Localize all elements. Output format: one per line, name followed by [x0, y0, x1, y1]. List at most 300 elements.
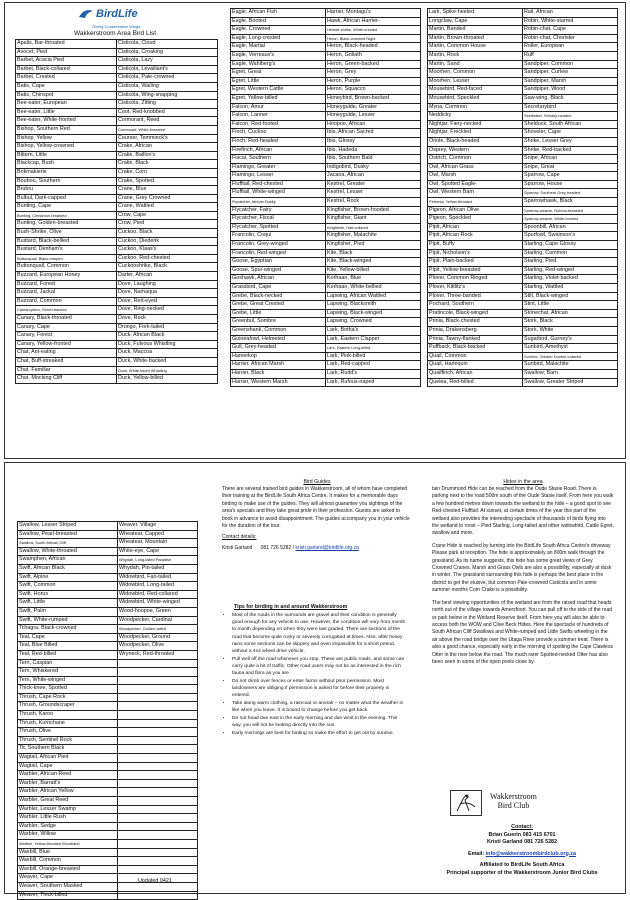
bird-cell: [118, 745, 198, 754]
bird-cell: Lark, Eastern Clapper: [326, 335, 421, 344]
bird-cell: Crane, Wattled: [117, 203, 218, 212]
bird-cell: Duck, Fulvous Whistling: [117, 340, 218, 349]
bird-cell: Korhaan, Blue: [326, 275, 421, 284]
bird-cell: Hoopoe, African: [326, 120, 421, 129]
bird-table-a-body: [16, 40, 218, 384]
bird-cell: Grebe, Little: [231, 309, 326, 318]
bird-row: [231, 258, 421, 267]
bird-cell: Crake, Spotted: [117, 177, 218, 186]
bird-cell: Sparrow-weaver, White-browed: [523, 215, 618, 224]
bird-row: [16, 108, 218, 117]
bird-row: [231, 9, 421, 18]
bird-cell: Lapwing, African Wattled: [326, 292, 421, 301]
bird-row: [231, 189, 421, 198]
bird-cell: Wheatear, Mountain: [118, 539, 198, 548]
bird-cell: Crake, Baillon's: [117, 151, 218, 160]
bird-row: [428, 94, 618, 103]
bird-cell: Indigobird, Dusky: [326, 163, 421, 172]
bird-row: [231, 69, 421, 78]
bird-row: [16, 143, 218, 152]
guides-body: There are several trained bird guides in Wakkerstroom, all of whom have completed their training at the BirdLife South Africa Centre. It makes for a memorable days birding to make use of the guides. They will almost guarantee you sightings of the area's specials and they take great pride in their profession. Guests are asked to book in advance to avoid disappointment. The guides accompany you in your vehicle for the duration of the tour.: [222, 486, 410, 530]
bird-row: [16, 220, 218, 229]
bird-cell: Lapwing, Black-winged: [326, 309, 421, 318]
bird-cell: [118, 814, 198, 823]
bird-row: [231, 232, 421, 241]
bird-cell: Egret, Western Cattle: [231, 86, 326, 95]
club-name: [490, 792, 537, 810]
bird-cell: Thrush, Cape Rock: [18, 693, 118, 702]
bird-cell: Thrush, Karoo: [18, 711, 118, 720]
bird-row: [231, 223, 421, 232]
bird-row: [231, 352, 421, 361]
bird-row: [18, 736, 198, 745]
bird-cell: Ibis, Southern Bald: [326, 155, 421, 164]
bird-row: [16, 272, 218, 281]
bird-cell: Martin, Common House: [428, 43, 523, 52]
bird-cell: Whydah, Pin-tailed: [118, 564, 198, 573]
bird-cell: Swift, Little: [18, 599, 118, 608]
bird-row: [18, 607, 198, 616]
bird-row: [18, 711, 198, 720]
bird-cell: Sunbird, Malachite: [523, 361, 618, 370]
bird-cell: Flycatcher, Fiscal: [231, 215, 326, 224]
bird-cell: Buzzard, Forest: [16, 280, 117, 289]
bird-cell: Quelea, Red-billed: [428, 378, 523, 387]
bird-row: [231, 318, 421, 327]
bird-cell: Sparrow, Southern Grey-headed: [523, 189, 618, 198]
bird-cell: White-eye, Cape: [118, 547, 198, 556]
bird-cell: Sunbird, Amethyst: [523, 344, 618, 353]
bird-cell: Cisticola, Cloud: [117, 40, 218, 49]
bird-cell: Ostrich, Common: [428, 155, 523, 164]
tip-item: • Take along warm clothing, a raincoat or anorak – no matter what the weather is like when you leave. It is bound to change before you get back.: [232, 700, 407, 714]
bird-cell: Spoonbill, African: [523, 223, 618, 232]
bird-cell: Sandpiper, Curlew: [523, 69, 618, 78]
bird-row: [18, 857, 198, 866]
bird-cell: Heron, Grey: [326, 69, 421, 78]
club-email-label: Email:: [467, 850, 485, 857]
bird-row: [231, 112, 421, 121]
bird-cell: Cisticola, Zitting: [117, 100, 218, 109]
bird-cell: Heron, Green-backed: [326, 60, 421, 69]
bird-row: [231, 163, 421, 172]
bird-cell: Swallow, White-throated: [18, 547, 118, 556]
bird-cell: Myna, Common: [428, 103, 523, 112]
club-affiliated: Affiliated to BirdLife South Africa: [479, 862, 565, 868]
bird-cell: Lapwing, Blacksmith: [326, 301, 421, 310]
bird-row: [18, 745, 198, 754]
bird-row: [231, 292, 421, 301]
guides-contact-phone: 081 726 5282 /: [260, 544, 295, 551]
bird-table-c-body: [428, 9, 618, 387]
bird-cell: [118, 719, 198, 728]
bird-row: [428, 60, 618, 69]
bird-row: [428, 378, 618, 387]
bird-cell: Coot, Red-knobbed: [117, 108, 218, 117]
bird-cell: Tern, Caspian: [18, 659, 118, 668]
bird-row: [231, 369, 421, 378]
bird-row: [428, 335, 618, 344]
bird-row: [231, 275, 421, 284]
bird-cell: Eagle, Booted: [231, 17, 326, 26]
bird-cell: Duck, White-backed: [117, 357, 218, 366]
bird-row: [16, 125, 218, 134]
bird-row: [231, 86, 421, 95]
bird-cell: Harrier, Western Marsh: [231, 378, 326, 387]
bird-cell: Teal, Cape: [18, 633, 118, 642]
bird-cell: Kestrel, Greater: [326, 180, 421, 189]
bird-cell: Warbler, Willow: [18, 831, 118, 840]
bird-cell: Buzzard, European Honey: [16, 272, 117, 281]
bird-row: [428, 318, 618, 327]
bird-cell: Kestrel, Lesser: [326, 189, 421, 198]
bird-cell: Brubru: [16, 186, 117, 195]
bird-row: [231, 77, 421, 86]
bird-cell: Longclaw, Cape: [428, 17, 523, 26]
bird-cell: Bulbul, Dark-capped: [16, 194, 117, 203]
bird-row: [231, 103, 421, 112]
bird-row: [18, 556, 198, 565]
bird-cell: [118, 771, 198, 780]
crane-icon: [451, 791, 481, 815]
bird-row: [231, 335, 421, 344]
bird-cell: Pigeon, Speckled: [428, 215, 523, 224]
bird-cell: Bokmakierie: [16, 168, 117, 177]
bird-cell: Pipit, Yellow-breasted: [428, 266, 523, 275]
bird-cell: Sugarbird, Gurney's: [523, 335, 618, 344]
bird-cell: Heron, Black-headed: [326, 43, 421, 52]
bird-cell: Waxbill, Common: [18, 857, 118, 866]
bird-cell: [118, 711, 198, 720]
bird-row: [231, 301, 421, 310]
bird-row: [428, 258, 618, 267]
bird-cell: [118, 891, 198, 900]
bird-row: [18, 848, 198, 857]
bird-row: [231, 34, 421, 43]
club-email-link[interactable]: info@wakkerstroombirdclub.org.za: [485, 850, 576, 857]
bird-cell: Harrier, Black: [231, 369, 326, 378]
bird-row: [18, 659, 198, 668]
tip-item: • Most of the roads in the surrounds are gravel and their condition is generally good enough for any vehicle to use. However, the condition will vary from month to month depending on when they were last graded. There are sections of the road that become quite rocky or severely corrugated at times. Also, after heavy rains some sections can be slippery and even impassible for a short period, without a 4x4 wheel drive vehicle.: [232, 612, 407, 655]
bird-cell: Flycatcher, African Dusky: [231, 198, 326, 207]
bird-cell: Plover, Common Ringed: [428, 275, 523, 284]
bird-cell: Harrier, Montagu's: [326, 9, 421, 18]
bird-cell: Warbler, Sedge: [18, 822, 118, 831]
bird-cell: Sparrowhawk, Black: [523, 198, 618, 207]
bird-row: [428, 352, 618, 361]
bird-cell: Pratincole, Black-winged: [428, 309, 523, 318]
hides-heading: Hides in the area: [503, 479, 543, 485]
bird-cell: Bishop, Yellow-crowned: [16, 143, 117, 152]
bird-cell: Hamerkop: [231, 352, 326, 361]
bird-cell: Thrush, Olive: [18, 728, 118, 737]
bird-row: [18, 839, 198, 848]
bird-row: [18, 719, 198, 728]
bird-row: [428, 284, 618, 293]
bird-cell: Guineafowl, Helmeted: [231, 335, 326, 344]
bird-cell: Woodpecker, Olive: [118, 642, 198, 651]
bird-cell: Robin, White-starred: [523, 17, 618, 26]
bird-cell: Bee-eater, European: [16, 100, 117, 109]
bird-cell: Pipit, African Rock: [428, 232, 523, 241]
bird-row: [18, 573, 198, 582]
bird-cell: Bee-eater, Little: [16, 108, 117, 117]
bird-row: [18, 616, 198, 625]
bird-cell: Duck, African Black: [117, 332, 218, 341]
bird-cell: Canary, Yellow-fronted: [16, 340, 117, 349]
bird-row: [428, 361, 618, 370]
bird-cell: Stilt, Black-winged: [523, 292, 618, 301]
bird-row: [231, 215, 421, 224]
bird-row: [428, 163, 618, 172]
bird-cell: Jacana, African: [326, 172, 421, 181]
bird-cell: Grebe, Great Crested: [231, 301, 326, 310]
bird-row: [231, 198, 421, 207]
bird-cell: Sandpiper, Wood: [523, 86, 618, 95]
bird-row: [231, 17, 421, 26]
bird-cell: Crane, Blue: [117, 186, 218, 195]
guides-contact-email[interactable]: kristi.garland@birdlife.org.za: [295, 544, 359, 551]
club-contacts: [432, 824, 612, 877]
club-contact-2: Kristi Garland 081 726 5282: [486, 839, 558, 845]
bird-row: [428, 112, 618, 121]
bird-cell: Starling, Common: [523, 249, 618, 258]
bird-cell: Lapwing, Crowned: [326, 318, 421, 327]
bird-cell: Weaver, Village: [118, 522, 198, 531]
bird-cell: Bunting, Golden-breasted: [16, 220, 117, 229]
bird-cell: Pochard, Southern: [428, 301, 523, 310]
bird-cell: Robin-chat, Cape: [523, 26, 618, 35]
bird-cell: Heron, Goliath: [326, 51, 421, 60]
bird-cell: Wood-hoopoe, Green: [118, 607, 198, 616]
bird-cell: Pipit, Nicholson's: [428, 249, 523, 258]
bird-cell: Buzzard, Common: [16, 297, 117, 306]
bird-cell: Oriole, Black-headed: [428, 137, 523, 146]
bird-cell: Cuckooshrike, Black: [117, 263, 218, 272]
bird-cell: Woodpecker, Cardinal: [118, 616, 198, 625]
bird-cell: Flycatcher, Spotted: [231, 223, 326, 232]
bird-table-b-body: [231, 9, 421, 387]
bird-cell: Plover, Kittlitz's: [428, 284, 523, 293]
bird-cell: [118, 659, 198, 668]
bird-row: [18, 676, 198, 685]
bird-cell: Stork, White: [523, 326, 618, 335]
bird-cell: Starling, Cape Glossy: [523, 241, 618, 250]
bird-cell: Mousebird, Speckled: [428, 94, 523, 103]
bird-row: [231, 309, 421, 318]
bird-row: [16, 186, 218, 195]
bird-cell: Mousebird, Red-faced: [428, 86, 523, 95]
bird-cell: Flamingo, Lesser: [231, 172, 326, 181]
bird-cell: Cormorant, Reed: [117, 117, 218, 126]
bird-row: [18, 702, 198, 711]
bird-cell: Waxbill, Orange-breasted: [18, 865, 118, 874]
bird-row: [231, 266, 421, 275]
bird-row: [428, 34, 618, 43]
bird-cell: Cisticola, Croaking: [117, 48, 218, 57]
bird-cell: Tit, Southern Black: [18, 745, 118, 754]
bird-cell: Secretarybird: [523, 103, 618, 112]
bird-row: [428, 26, 618, 35]
tips-section: [222, 604, 407, 738]
bird-row: [428, 43, 618, 52]
bird-row: [16, 160, 218, 169]
bird-row: [18, 814, 198, 823]
bird-row: [18, 805, 198, 814]
bird-row: [18, 831, 198, 840]
bird-row: [231, 249, 421, 258]
bird-row: [16, 40, 218, 49]
bird-cell: Widowbird, White-winged: [118, 599, 198, 608]
bird-cell: Cisticola, Wailing: [117, 82, 218, 91]
bird-cell: [118, 857, 198, 866]
bird-cell: Tern, White-winged: [18, 676, 118, 685]
bird-cell: Canary, Cape: [16, 323, 117, 332]
bird-row: [18, 728, 198, 737]
bird-cell: Lark, Spike-heeled: [428, 9, 523, 18]
bird-cell: Avocet, Pied: [16, 48, 117, 57]
bird-cell: Lark, Rufous-naped: [326, 378, 421, 387]
bird-row: [16, 357, 218, 366]
bird-cell: Buttonquail, Black-rumped: [16, 254, 117, 263]
bird-cell: Cisticola, Levaillant's: [117, 65, 218, 74]
bird-cell: Shrike, Lesser Grey: [523, 137, 618, 146]
bird-cell: Flufftail, White-winged: [231, 189, 326, 198]
bird-cell: [118, 668, 198, 677]
bird-row: [16, 375, 218, 384]
bird-cell: [118, 728, 198, 737]
bird-cell: Nightjar, Fiery-necked: [428, 120, 523, 129]
bird-cell: Neddicky: [428, 112, 523, 121]
bird-row: [18, 530, 198, 539]
bird-cell: Kingfisher, Pied: [326, 241, 421, 250]
bird-row: [428, 189, 618, 198]
bird-cell: Warbler, Great Reed: [18, 797, 118, 806]
bird-cell: Goose, Egyptian: [231, 258, 326, 267]
bird-cell: Firefinch, African: [231, 146, 326, 155]
bird-cell: Sandpiper, Marsh: [523, 77, 618, 86]
bird-cell: [118, 797, 198, 806]
bird-row: [18, 599, 198, 608]
bird-cell: Blackcap, Bush: [16, 160, 117, 169]
bird-cell: Batis, Chinspot: [16, 91, 117, 100]
bird-row: [18, 762, 198, 771]
bird-row: [428, 241, 618, 250]
bird-cell: Camaroptera, Green-backed: [16, 306, 117, 315]
tip-item: • Early mornings are best for birding so make the effort to get out by sunrise.: [232, 730, 407, 737]
bird-cell: Pipit, Plain-backed: [428, 258, 523, 267]
bird-cell: Lark, Eastern Long-billed: [326, 344, 421, 353]
bird-cell: Bee-eater, White-fronted: [16, 117, 117, 126]
bird-cell: Cisticola, Lazy: [117, 57, 218, 66]
bird-cell: Helmet-shrike, White-crested: [326, 26, 421, 35]
club-contact-heading: Contact:: [511, 824, 533, 830]
bird-cell: Cuckoo, Diederik: [117, 237, 218, 246]
bird-cell: Finch, Cuckoo: [231, 129, 326, 138]
bird-row: [18, 779, 198, 788]
bird-cell: Widowbird, Red-collared: [118, 590, 198, 599]
bird-cell: Batis, Cape: [16, 82, 117, 91]
bird-cell: Falcon, Red-footed: [231, 120, 326, 129]
bird-cell: Eagle, Verreaux's: [231, 51, 326, 60]
hides-paragraph-1: tain Drummond Hide can be reached from the Oude Stasie Road. There is parking next to the road 500m south of the Oude Stasie itself. From here you walk a few hundred metres down towards the wetland to the hide – a good spot to see Red-chested Flufftail. At sunset, at certain times of the year this part of the wetland also provides the interesting spectacle of thousands of birds flying into the wetland to roost – Pied Starling, Long-tailed and other widowbird, Cattle Egret, swallow and more.: [432, 486, 614, 537]
bird-cell: Sparrow, Cape: [523, 172, 618, 181]
bird-cell: Stork, Black: [523, 318, 618, 327]
bird-row: [16, 82, 218, 91]
bird-cell: Roller, European: [523, 43, 618, 52]
bird-cell: Egret, Yellow-billed: [231, 94, 326, 103]
bird-cell: Swallow, Greater Striped: [523, 378, 618, 387]
bird-row: [428, 86, 618, 95]
bird-row: [18, 754, 198, 763]
bird-row: [16, 65, 218, 74]
bird-row: [16, 134, 218, 143]
bird-row: [231, 155, 421, 164]
bird-cell: Thrush, Kurrichane: [18, 719, 118, 728]
bird-cell: Whydah, Long-tailed Paradise: [118, 556, 198, 565]
bird-cell: Prinia, Black-chested: [428, 318, 523, 327]
bird-cell: Eagle, Crowned: [231, 26, 326, 35]
bird-row: [428, 51, 618, 60]
bird-cell: Prinia, Tawny-flanked: [428, 335, 523, 344]
bird-cell: Falcon, Lanner: [231, 112, 326, 121]
bird-cell: Barbet, Crested: [16, 74, 117, 83]
bird-row: [16, 306, 218, 315]
bird-row: [18, 590, 198, 599]
bird-cell: Lark, Red-capped: [326, 361, 421, 370]
tips-list: [222, 612, 407, 737]
bird-cell: Francolin, Grey-winged: [231, 241, 326, 250]
bird-row: [231, 94, 421, 103]
bird-cell: [118, 848, 198, 857]
bird-row: [16, 151, 218, 160]
bird-row: [18, 771, 198, 780]
bird-row: [16, 323, 218, 332]
bird-cell: Tern, Whiskered: [18, 668, 118, 677]
bird-cell: Swift, Palm: [18, 607, 118, 616]
bird-cell: Ibis, African Sacred: [326, 129, 421, 138]
bird-cell: Swift, Horus: [18, 590, 118, 599]
bird-row: [16, 177, 218, 186]
bird-cell: Martin, Banded: [428, 26, 523, 35]
bird-cell: Bishop, Southern Red: [16, 125, 117, 134]
bird-row: [16, 254, 218, 263]
bird-cell: Finch, Red-headed: [231, 137, 326, 146]
bird-cell: Lark, Rudd's: [326, 369, 421, 378]
bird-cell: Warbler, African Reed: [18, 771, 118, 780]
club-email-line: [432, 851, 612, 859]
tips-heading: Tips for birding in and around Wakkerstroom: [234, 604, 348, 610]
bird-row: [428, 309, 618, 318]
bird-cell: Kingfisher, Malachite: [326, 232, 421, 241]
bird-cell: Darter, African: [117, 272, 218, 281]
bird-cell: Widowbird, Long-tailed: [118, 582, 198, 591]
bird-cell: Eagle, Wahlberg's: [231, 60, 326, 69]
bird-cell: Courser, Temminck's: [117, 134, 218, 143]
bird-row: [231, 146, 421, 155]
bird-cell: Crake, African: [117, 143, 218, 152]
bird-cell: Honeybird, Brown-backed: [326, 94, 421, 103]
bird-cell: Lark, Botha's: [326, 326, 421, 335]
bird-cell: Dove, Namaqua: [117, 289, 218, 298]
hides-section: [432, 479, 614, 666]
bird-cell: Ibis, Hadeda: [326, 146, 421, 155]
bird-cell: Egret, Little: [231, 77, 326, 86]
bird-cell: [118, 754, 198, 763]
bird-row: [231, 344, 421, 353]
bird-cell: Swamphen, African: [18, 556, 118, 565]
club-name-line2: Bird Club: [497, 801, 530, 810]
